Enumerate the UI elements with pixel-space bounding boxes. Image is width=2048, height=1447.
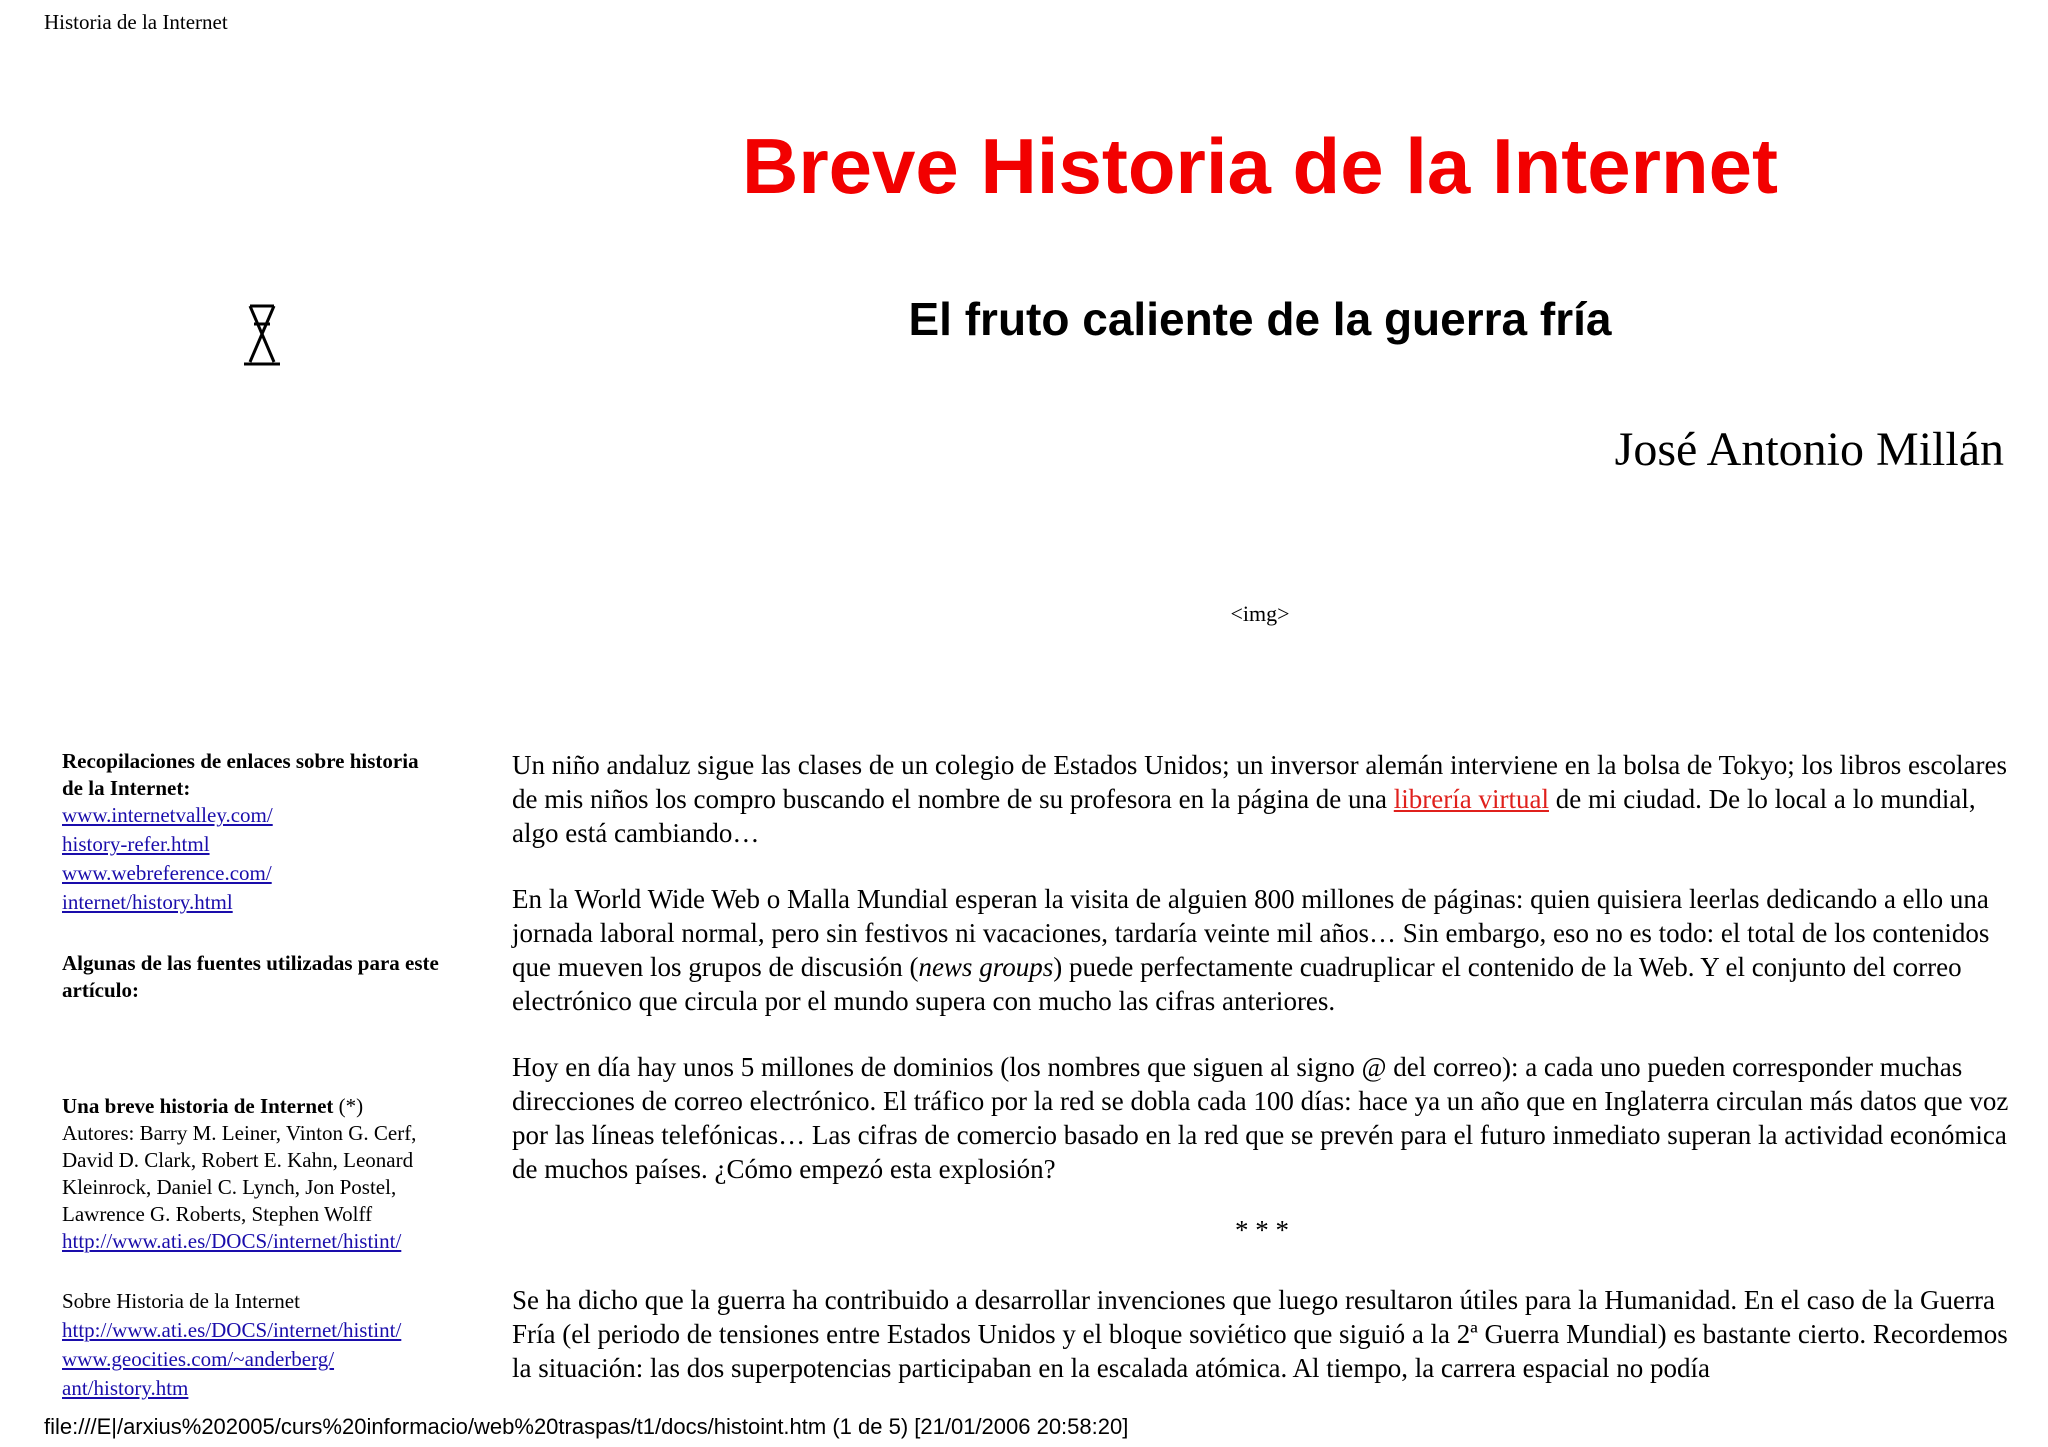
source-1-mark: (*) (333, 1094, 364, 1118)
paragraph-2-text-cont: ) puede perfectamente cuadruplicar el contenido de la Web. Y el conjunto del correo electrónico que circula por el mundo supera con mucho las cifras anteriores. (512, 952, 1962, 1016)
source-1-authors-cont: David D. Clark, Robert E. Kahn, Leonard (62, 1148, 414, 1172)
source-1-title-line (62, 1093, 482, 1120)
paragraph-2-text: En la World Wide Web o Malla Mundial esperan la visita de alguien 800 millones de páginas: quien quisiera leerlas dedicando a ello una jornada laboral normal, pero sin festivos ni vacaciones, tardaría veinte mil años… Sin embargo, eso no es todo: el total de los contenidos que mueven los grupos de discusión ( (512, 884, 1990, 982)
source-1-link[interactable]: http://www.ati.es/DOCS/internet/histint/ (62, 1229, 402, 1253)
source-1-block (62, 1093, 482, 1255)
source-2-link-geocities-cont[interactable]: ant/history.htm (62, 1376, 189, 1400)
article-author: José Antonio Millán (1614, 423, 2004, 476)
source-1-authors-cont: Kleinrock, Daniel C. Lynch, Jon Postel, (62, 1175, 397, 1199)
source-2-link-ati[interactable]: http://www.ati.es/DOCS/internet/histint/ (62, 1318, 402, 1342)
footer-file-path: file:///E|/arxius%202005/curs%20informacio/web%20traspas/t1/docs/histoint.htm (1 de 5) [21/01/2006 20:58:20] (44, 1414, 1129, 1439)
internetvalley-link-cont[interactable]: history-refer.html (62, 832, 210, 856)
news-groups-term: news groups (918, 952, 1054, 982)
section-separator: * * * (1235, 1215, 1289, 1245)
article-body (512, 748, 2012, 1385)
link-collections-heading: Recopilaciones de enlaces sobre historia (62, 749, 419, 773)
page-header-title: Historia de la Internet (44, 10, 228, 34)
internetvalley-link[interactable]: www.internetvalley.com/ (62, 803, 273, 827)
webreference-link-cont[interactable]: internet/history.html (62, 890, 233, 914)
source-1-authors: Autores: Barry M. Leiner, Vinton G. Cerf, (62, 1121, 417, 1145)
article-subtitle: El fruto caliente de la guerra fría (908, 293, 1612, 345)
source-2-block (62, 1288, 482, 1402)
source-1-authors-cont: Lawrence G. Roberts, Stephen Wolff (62, 1202, 373, 1226)
sidebar (62, 748, 482, 1402)
page-title: Breve Historia de la Internet (741, 122, 1778, 210)
paragraph-4: Se ha dicho que la guerra ha contribuido a desarrollar invenciones que luego resultaron útiles para la Humanidad. En el caso de la Guerra Fría (el periodo de tensiones entre Estados Unidos y el bloque soviético que siguió a la 2ª Guerra Mundial) es bastante cierto. Recordemos la situación: las dos superpotencias participaban en la escalada atómica. Al tiempo, la carrera espacial no podía (512, 1285, 2008, 1383)
paragraph-2 (512, 882, 2012, 1018)
source-2-link-geocities[interactable]: www.geocities.com/~anderberg/ (62, 1347, 335, 1371)
webreference-link[interactable]: www.webreference.com/ (62, 861, 272, 885)
sources-heading-cont: artículo: (62, 978, 139, 1002)
paragraph-1-text-cont: de mi ciudad. De lo local a lo mundial, algo está cambiando… (512, 784, 1976, 848)
paragraph-3: Hoy en día hay unos 5 millones de dominios (los nombres que siguen al signo @ del correo): a cada uno pueden corresponder muchas direcciones de correo electrónico. El tráfico por la red se dobla cada 100 días: hace ya un año que en Inglaterra circulan más datos que voz por las líneas telefónicas… Las cifras de comercio basado en la red que se prevén para el futuro inmediato superan la actividad económica de muchos países. ¿Cómo empezó esta explosión? (512, 1052, 2009, 1184)
image-placeholder: <img> (1230, 601, 1290, 626)
hourglass-icon (236, 302, 288, 370)
paragraph-1-text: Un niño andaluz sigue las clases de un colegio de Estados Unidos; un inversor alemán interviene en la bolsa de Tokyo; los libros escolares de mis niños los compro buscando el nombre de su profesora en la página de una (512, 750, 2007, 814)
link-collections-block (62, 748, 482, 916)
paragraph-1 (512, 748, 2012, 850)
sources-heading: Algunas de las fuentes utilizadas para este (62, 951, 439, 975)
libreria-virtual-link[interactable]: librería virtual (1393, 784, 1549, 814)
source-2-title: Sobre Historia de la Internet (62, 1289, 300, 1313)
link-collections-heading-cont: de la Internet: (62, 776, 191, 800)
source-1-title: Una breve historia de Internet (62, 1094, 334, 1118)
sources-block (62, 950, 482, 1004)
